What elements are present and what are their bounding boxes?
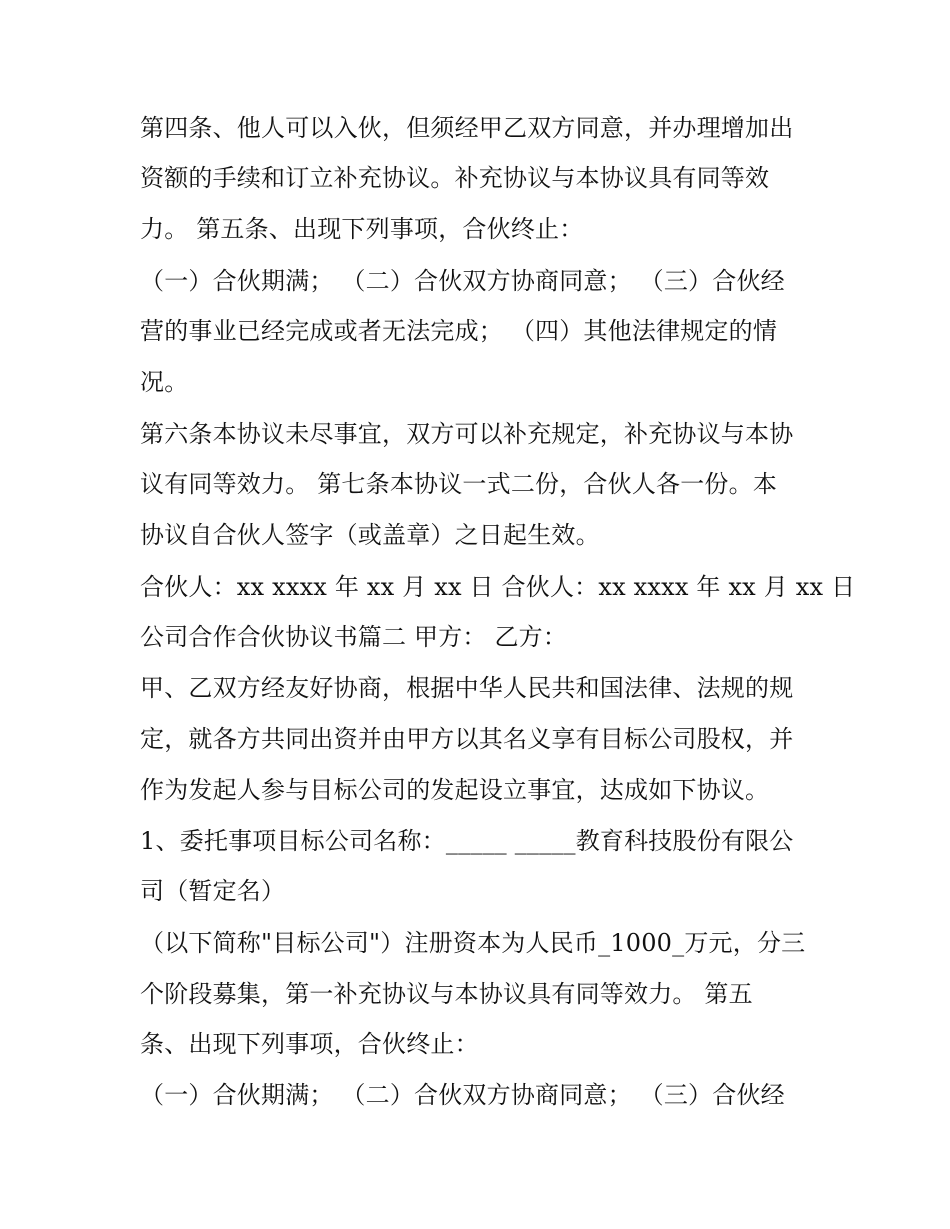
text-line: 定，就各方共同出资并由甲方以其名义享有目标公司股权，并 xyxy=(140,725,794,753)
text-line: 营的事业已经完成或者无法完成； （四）其他法律规定的情 xyxy=(140,317,778,345)
text-line: 司（暂定名） xyxy=(140,877,286,905)
text-line: 条、出现下列事项，合伙终止： xyxy=(140,1030,479,1058)
text-line: 1、委托事项目标公司名称：_____ _____教育科技股份有限公 xyxy=(140,827,794,855)
text-line: （以下简称"目标公司"）注册资本为人民币_1000_万元，分三 xyxy=(140,929,806,957)
text-line: 况。 xyxy=(140,368,189,396)
text-line: 力。 第五条、出现下列事项，合伙终止： xyxy=(140,215,584,243)
text-line: 资额的手续和订立补充协议。补充协议与本协议具有同等效 xyxy=(140,164,770,192)
text-line: 第四条、他人可以入伙，但须经甲乙双方同意，并办理增加出 xyxy=(140,114,794,142)
text-line: 第六条本协议未尽事宜，双方可以补充规定，补充协议与本协 xyxy=(140,420,794,448)
text-line: 协议自合伙人签字（或盖章）之日起生效。 xyxy=(140,521,600,549)
text-line: 公司合作合伙协议书篇二 甲方： 乙方： xyxy=(140,623,568,651)
text-line: 甲、乙双方经友好协商，根据中华人民共和国法律、法规的规 xyxy=(140,674,794,702)
text-line: （一）合伙期满； （二）合伙双方协商同意； （三）合伙经 xyxy=(140,1081,785,1109)
text-line: 个阶段募集，第一补充协议与本协议具有同等效力。 第五 xyxy=(140,980,753,1008)
text-line: （一）合伙期满； （二）合伙双方协商同意； （三）合伙经 xyxy=(140,267,785,295)
text-line: 作为发起人参与目标公司的发起设立事宜，达成如下协议。 xyxy=(140,776,770,804)
text-line: 议有同等效力。 第七条本协议一式二份，合伙人各一份。本 xyxy=(140,470,778,498)
text-line: 合伙人：xx xxxx 年 xx 月 xx 日 合伙人：xx xxxx 年 xx 月 xx 日 xyxy=(140,573,856,601)
